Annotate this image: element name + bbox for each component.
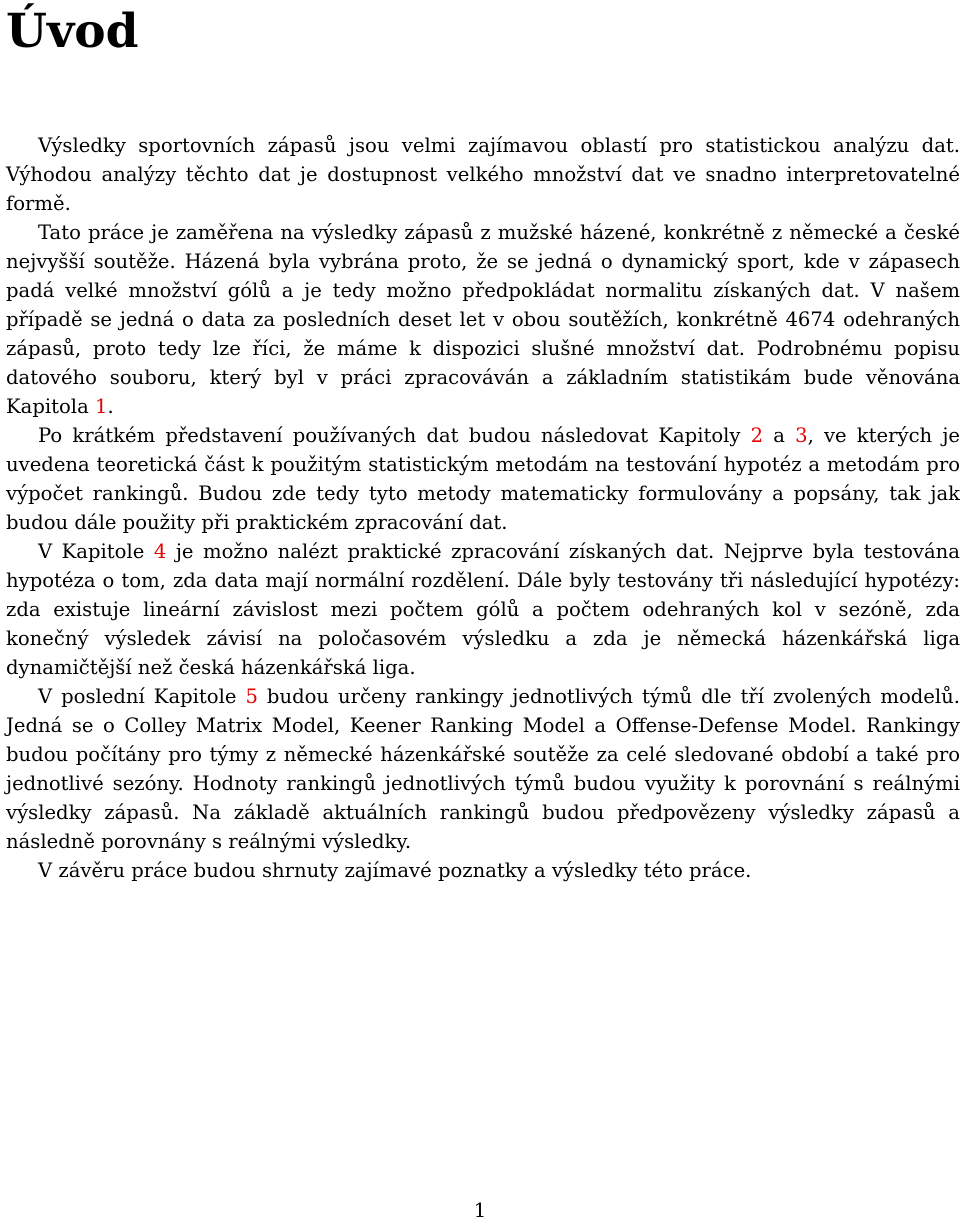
page-number: 1: [473, 1199, 487, 1222]
chapter-body: [6, 131, 960, 885]
chapter-3-reference-link[interactable]: 3: [795, 424, 808, 447]
paragraph-4: [6, 537, 960, 682]
paragraph-5: [6, 682, 960, 856]
paragraph-3-text-end: , ve kterých je uvedena teoretická část k použitým statistickým metodám na testování hypotéz a metodám pro výpočet rankingů. Budou zde tedy tyto metody matematicky formulovány a popsány, tak jak budou dále použity při praktickém zpracování dat.: [6, 424, 960, 534]
paragraph-6: V závěru práce budou shrnuty zajímavé poznatky a výsledky této práce.: [38, 859, 752, 882]
paragraph-3: [6, 421, 960, 537]
chapter-2-reference-link[interactable]: 2: [750, 424, 764, 447]
paragraph-3-text: Po krátkém představení používaných dat budou následovat Kapitoly: [38, 424, 751, 447]
paragraph-2: [6, 218, 960, 421]
chapter-1-reference-link[interactable]: 1: [94, 395, 108, 418]
paragraph-4-text: V Kapitole: [38, 540, 154, 563]
chapter-title: Úvod: [6, 4, 139, 59]
paragraph-5-text-end: budou určeny rankingy jednotlivých týmů dle tří zvolených modelů. Jedná se o Colley Matrix Model, Keener Ranking Model a Offense-Defense Model. Rankingy budou počítány pro týmy z německé házenkářské soutěže za celé sledované období a také pro jednotlivé sezóny. Hodnoty rankingů jednotlivých týmů budou využity k porovnání s reálnými výsledky zápasů. Na základě aktuálních rankingů budou předpovězeny výsledky zápasů a následně porovnány s reálnými výsledky.: [6, 685, 960, 853]
paragraph-3-text-mid: a: [763, 424, 796, 447]
chapter-5-reference-link[interactable]: 5: [245, 685, 258, 708]
paragraph-1: Výsledky sportovních zápasů jsou velmi zajímavou oblastí pro statistickou analýzu dat. Výhodou analýzy těchto dat je dostupnost velkého množství dat ve snadno interpretovatelné formě.: [6, 134, 960, 215]
paragraph-5-text: V poslední Kapitole: [38, 685, 246, 708]
chapter-4-reference-link[interactable]: 4: [153, 540, 167, 563]
paragraph-2-text-end: .: [107, 395, 114, 418]
paragraph-4-text-end: je možno nalézt praktické zpracování získaných dat. Nejprve byla testována hypotéza o tom, zda data mají normální rozdělení. Dále byly testovány tři následující hypotézy: zda existuje lineární závislost mezi počtem gólů a počtem odehraných kol v sezóně, zda konečný výsledek závisí na poločasovém výsledku a zda je německá házenkářská liga dynamičtější než česká házenkářská liga.: [6, 540, 960, 679]
paragraph-2-text: Tato práce je zaměřena na výsledky zápasů z mužské házené, konkrétně z německé a české nejvyšší soutěže. Házená byla vybrána proto, že se jedná o dynamický sport, kde v zápasech padá velké množství gólů a je tedy možno předpokládat normalitu získaných dat. V našem případě se jedná o data za posledních deset let v obou soutěžích, konkrétně 4674 odehraných zápasů, proto tedy lze říci, že máme k dispozici slušné množství dat. Podrobnému popisu datového souboru, který byl v práci zpracováván a základním statistikám bude věnována Kapitola: [6, 221, 960, 418]
